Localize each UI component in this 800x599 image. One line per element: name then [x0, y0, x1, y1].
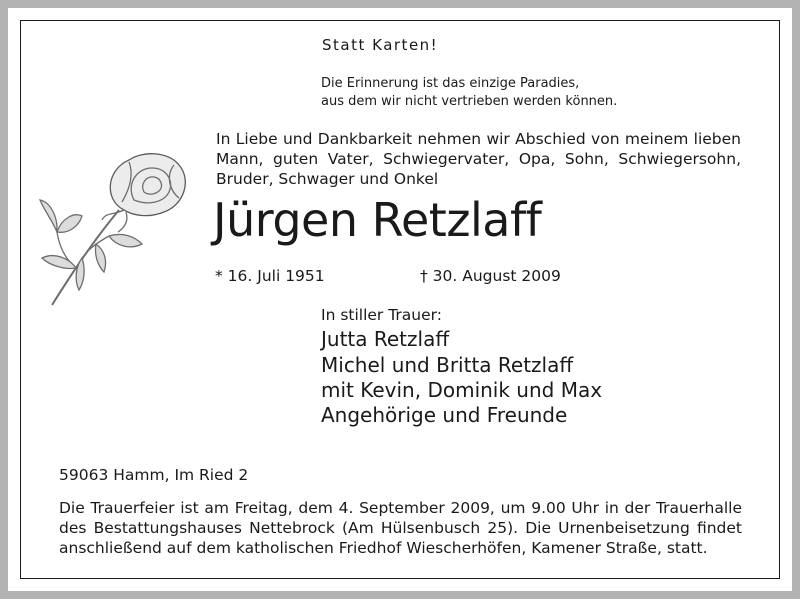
- mourner-line: mit Kevin, Dominik und Max: [321, 378, 603, 402]
- header-text: Statt Karten!: [322, 36, 439, 54]
- intro-paragraph: In Liebe und Dankbarkeit nehmen wir Abschied von meinem lieben Mann, guten Vater, Schwiegervater, Opa, Sohn, Schwiegersohn, Bruder, Schwager und Onkel: [216, 130, 741, 188]
- address: 59063 Hamm, Im Ried 2: [59, 466, 249, 484]
- mourner-line: Michel und Britta Retzlaff: [321, 353, 574, 377]
- deceased-name: Jürgen Retzlaff: [213, 193, 542, 247]
- mourner-line: Angehörige und Freunde: [321, 403, 568, 427]
- mourner-line: Jutta Retzlaff: [321, 327, 450, 351]
- service-paragraph: Die Trauerfeier ist am Freitag, dem 4. September 2009, um 9.00 Uhr in der Trauerhalle des Bestattungshauses Nettebrock (Am Hülsenbusch 25). Die Urnenbeisetzung findet anschließend auf dem katholischen Friedhof Wiescherhöfen, Kamener Straße, statt.: [59, 499, 742, 557]
- birth-date: * 16. Juli 1951: [215, 267, 325, 285]
- mourning-label: In stiller Trauer:: [321, 306, 442, 324]
- quote-line-1: Die Erinnerung ist das einzige Paradies,: [321, 76, 580, 91]
- quote-line-2: aus dem wir nicht vertrieben werden können.: [321, 94, 618, 109]
- rose-icon: [34, 140, 194, 310]
- death-date: † 30. August 2009: [420, 267, 561, 285]
